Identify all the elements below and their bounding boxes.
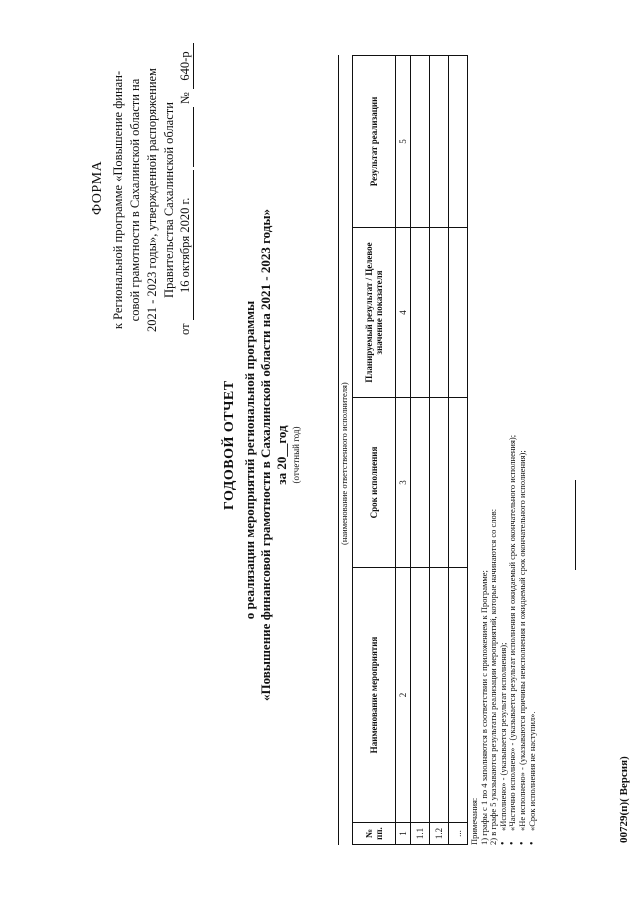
form-line: 2021 - 2023 годы», утвержденной распоряжением xyxy=(145,68,159,332)
number-prefix: № xyxy=(178,92,192,105)
column-number: 4 xyxy=(396,228,411,398)
table-cell xyxy=(430,398,449,568)
table-cell xyxy=(411,568,430,823)
table-row xyxy=(411,56,430,845)
note-bullet: • «Не исполнено» - (указываются причины неисполнения и ожидаемый срок окончательного исполнения); xyxy=(518,55,528,845)
table-row xyxy=(430,56,449,845)
column-header: Наименование мероприятия xyxy=(353,568,396,823)
date-prefix: от xyxy=(178,323,192,335)
note-bullet: • «Срок исполнения не наступил». xyxy=(528,55,538,845)
report-year-caption: (отчетный год) xyxy=(291,426,301,484)
form-line: к Региональной программе «Повышение финан- xyxy=(111,70,125,330)
order-number: 640-р xyxy=(178,43,194,89)
form-title: ФОРМА xyxy=(90,160,105,215)
form-line: совой грамотности в Сахалинской области на xyxy=(128,78,142,322)
order-date-row xyxy=(178,43,194,335)
table-cell xyxy=(430,228,449,398)
column-number: 1 xyxy=(396,823,411,845)
table-cell xyxy=(449,228,468,398)
table-row xyxy=(449,56,468,845)
note-item: 2) в графе 5 указываются результаты реализации мероприятий, которые начинаются со слов: xyxy=(488,508,499,845)
table-cell xyxy=(430,568,449,823)
table-header-row xyxy=(353,56,396,845)
order-date: 16 октября 2020 г. xyxy=(178,170,194,320)
table-cell: 1.1 xyxy=(411,823,430,845)
notes-heading: Примечания: xyxy=(469,797,479,845)
table-cell: ... xyxy=(449,823,468,845)
notes-block xyxy=(470,55,537,845)
column-number: 3 xyxy=(396,398,411,568)
table-cell xyxy=(411,56,430,228)
column-header: Результат реализации xyxy=(353,56,396,228)
form-reference-text xyxy=(110,45,178,355)
report-table xyxy=(352,55,468,845)
column-number: 5 xyxy=(396,56,411,228)
table-cell xyxy=(411,398,430,568)
note-item: 1) графы с 1 по 4 заполняются в соответствии с приложением к Программе; xyxy=(478,570,489,845)
date-underline xyxy=(178,107,194,167)
report-year: за 20__год xyxy=(274,425,289,485)
table-cell xyxy=(449,398,468,568)
closing-rule xyxy=(575,480,576,570)
column-number-row xyxy=(396,56,411,845)
column-header: Планируемый результат / Целевое значение показателя xyxy=(353,228,396,398)
table-cell: 1.2 xyxy=(430,823,449,845)
program-name: «Повышение финансовой грамотности в Сахалинской области на 2021 - 2023 годы» xyxy=(258,208,273,702)
column-header: Срок исполнения xyxy=(353,398,396,568)
note-bullet: • «Исполнено» - (указывается результат исполнения); xyxy=(499,55,509,845)
executor-caption: (наименование ответственного исполнителя) xyxy=(339,382,349,545)
table-cell xyxy=(449,56,468,228)
report-title: ГОДОВОЙ ОТЧЕТ xyxy=(222,380,237,510)
document-footer-code: 00729(п)( Версия) xyxy=(618,756,630,843)
column-number: 2 xyxy=(396,568,411,823)
column-header: № пп. xyxy=(353,823,396,845)
note-bullet: • «Частично исполнено» - (указывается результат исполнения и ожидаемый срок окончательного исполнения); xyxy=(508,55,518,845)
table-cell xyxy=(430,56,449,228)
report-subtitle: о реализации мероприятий региональной программы xyxy=(242,300,257,620)
table-cell xyxy=(411,228,430,398)
form-line: Правительства Сахалинской области xyxy=(162,102,176,298)
table-cell xyxy=(449,568,468,823)
